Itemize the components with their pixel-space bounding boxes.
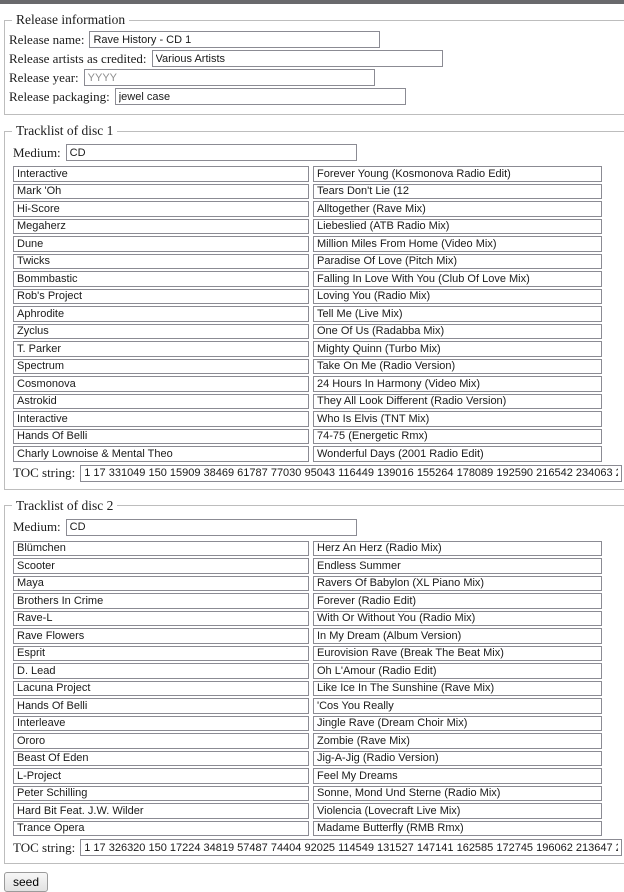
track-row xyxy=(13,184,624,200)
disc1-medium-label: Medium: xyxy=(13,144,61,160)
disc2-tracklist-fieldset xyxy=(4,498,624,865)
track-title-input[interactable] xyxy=(313,254,602,270)
track-row xyxy=(13,306,624,322)
track-title-input[interactable] xyxy=(313,219,602,235)
track-title-input[interactable] xyxy=(313,236,602,252)
track-row xyxy=(13,166,624,182)
track-artist-input[interactable] xyxy=(13,786,309,802)
track-title-input[interactable] xyxy=(313,341,602,357)
release-artists-input[interactable] xyxy=(152,50,443,67)
track-title-input[interactable] xyxy=(313,698,602,714)
track-title-input[interactable] xyxy=(313,271,602,287)
track-artist-input[interactable] xyxy=(13,803,309,819)
track-title-input[interactable] xyxy=(313,394,602,410)
track-artist-input[interactable] xyxy=(13,821,309,837)
release-information-legend: Release information xyxy=(16,12,126,27)
track-row xyxy=(13,751,624,767)
track-row xyxy=(13,219,624,235)
disc2-medium-label: Medium: xyxy=(13,519,61,534)
track-row xyxy=(13,628,624,644)
disc1-tracklist-legend: Tracklist of disc 1 xyxy=(16,123,114,138)
track-title-input[interactable] xyxy=(313,166,602,182)
track-row xyxy=(13,698,624,714)
disc2-toc-input[interactable] xyxy=(80,839,622,856)
track-artist-input[interactable] xyxy=(13,576,309,592)
track-title-input[interactable] xyxy=(313,289,602,305)
release-year-row xyxy=(9,69,624,86)
track-artist-input[interactable] xyxy=(13,768,309,784)
track-artist-input[interactable] xyxy=(13,611,309,627)
track-title-input[interactable] xyxy=(313,611,602,627)
track-title-input[interactable] xyxy=(313,786,602,802)
track-artist-input[interactable] xyxy=(13,184,309,200)
track-row xyxy=(13,359,624,375)
disc2-tracklist-legend: Tracklist of disc 2 xyxy=(16,497,114,513)
track-row xyxy=(13,576,624,592)
track-artist-input[interactable] xyxy=(13,341,309,357)
track-row xyxy=(13,289,624,305)
disc1-toc-label: TOC string: xyxy=(13,465,76,480)
disc2-track-list xyxy=(13,541,624,837)
track-title-input[interactable] xyxy=(313,184,602,200)
track-row xyxy=(13,716,624,732)
track-row xyxy=(13,429,624,445)
track-title-input[interactable] xyxy=(313,716,602,732)
track-artist-input[interactable] xyxy=(13,751,309,767)
track-row xyxy=(13,236,624,252)
release-year-label: Release year: xyxy=(9,69,79,85)
track-title-input[interactable] xyxy=(313,359,602,375)
track-title-input[interactable] xyxy=(313,376,602,392)
release-information-fieldset xyxy=(4,12,624,115)
release-name-row xyxy=(9,31,624,48)
release-packaging-label: Release packaging: xyxy=(9,88,110,104)
track-title-input[interactable] xyxy=(313,576,602,592)
track-title-input[interactable] xyxy=(313,446,602,462)
track-row xyxy=(13,254,624,270)
track-row xyxy=(13,681,624,697)
release-name-label: Release name: xyxy=(9,31,85,47)
track-artist-input[interactable] xyxy=(13,254,309,270)
track-row xyxy=(13,341,624,357)
top-bar xyxy=(0,0,624,4)
track-row xyxy=(13,541,624,557)
track-title-input[interactable] xyxy=(313,768,602,784)
track-artist-input[interactable] xyxy=(13,733,309,749)
track-row xyxy=(13,446,624,462)
track-artist-input[interactable] xyxy=(13,306,309,322)
track-row xyxy=(13,768,624,784)
track-title-input[interactable] xyxy=(313,306,602,322)
track-row xyxy=(13,803,624,819)
track-row xyxy=(13,324,624,340)
track-title-input[interactable] xyxy=(313,751,602,767)
track-row xyxy=(13,611,624,627)
track-artist-input[interactable] xyxy=(13,324,309,340)
track-title-input[interactable] xyxy=(313,733,602,749)
track-title-input[interactable] xyxy=(313,663,602,679)
track-row xyxy=(13,663,624,679)
track-artist-input[interactable] xyxy=(13,628,309,644)
track-title-input[interactable] xyxy=(313,593,602,609)
track-artist-input[interactable] xyxy=(13,166,309,182)
track-artist-input[interactable] xyxy=(13,646,309,662)
track-title-input[interactable] xyxy=(313,324,602,340)
track-row xyxy=(13,593,624,609)
track-artist-input[interactable] xyxy=(13,289,309,305)
track-row xyxy=(13,821,624,837)
track-artist-input[interactable] xyxy=(13,716,309,732)
release-packaging-row xyxy=(9,88,624,105)
track-artist-input[interactable] xyxy=(13,593,309,609)
track-row xyxy=(13,411,624,427)
track-artist-input[interactable] xyxy=(13,541,309,557)
track-title-input[interactable] xyxy=(313,558,602,574)
track-artist-input[interactable] xyxy=(13,394,309,410)
track-title-input[interactable] xyxy=(313,646,602,662)
disc1-tracklist-fieldset xyxy=(4,123,624,490)
disc2-toc-row xyxy=(13,839,624,856)
track-artist-input[interactable] xyxy=(13,201,309,217)
disc1-toc-row xyxy=(13,465,624,482)
track-title-input[interactable] xyxy=(313,201,602,217)
release-name-input[interactable] xyxy=(89,31,380,48)
track-title-input[interactable] xyxy=(313,821,602,837)
disc1-track-list xyxy=(13,166,624,462)
track-artist-input[interactable] xyxy=(13,359,309,375)
track-title-input[interactable] xyxy=(313,411,602,427)
track-title-input[interactable] xyxy=(313,429,602,445)
disc2-medium-input[interactable] xyxy=(66,519,357,536)
track-artist-input[interactable] xyxy=(13,681,309,697)
track-row xyxy=(13,733,624,749)
track-row xyxy=(13,376,624,392)
release-artists-row xyxy=(9,50,624,67)
track-row xyxy=(13,394,624,410)
release-packaging-input[interactable] xyxy=(115,88,406,105)
track-artist-input[interactable] xyxy=(13,411,309,427)
track-title-input[interactable] xyxy=(313,803,602,819)
track-artist-input[interactable] xyxy=(13,698,309,714)
disc1-toc-input[interactable] xyxy=(80,465,622,482)
disc2-toc-label: TOC string: xyxy=(13,839,76,855)
seed-button[interactable]: seed xyxy=(4,872,48,892)
track-row xyxy=(13,646,624,662)
disc1-medium-row xyxy=(13,144,624,161)
track-title-input[interactable] xyxy=(313,628,602,644)
track-artist-input[interactable] xyxy=(13,236,309,252)
disc2-medium-row xyxy=(13,519,624,536)
track-artist-input[interactable] xyxy=(13,376,309,392)
track-row xyxy=(13,201,624,217)
track-row xyxy=(13,271,624,287)
track-artist-input[interactable] xyxy=(13,558,309,574)
track-artist-input[interactable] xyxy=(13,429,309,445)
release-artists-label: Release artists as credited: xyxy=(9,50,147,66)
track-artist-input[interactable] xyxy=(13,663,309,679)
track-artist-input[interactable] xyxy=(13,446,309,462)
track-row xyxy=(13,786,624,802)
track-artist-input[interactable] xyxy=(13,271,309,287)
track-title-input[interactable] xyxy=(313,541,602,557)
track-artist-input[interactable] xyxy=(13,219,309,235)
release-year-input[interactable] xyxy=(84,69,375,86)
track-title-input[interactable] xyxy=(313,681,602,697)
track-row xyxy=(13,558,624,574)
disc1-medium-input[interactable] xyxy=(66,144,357,161)
